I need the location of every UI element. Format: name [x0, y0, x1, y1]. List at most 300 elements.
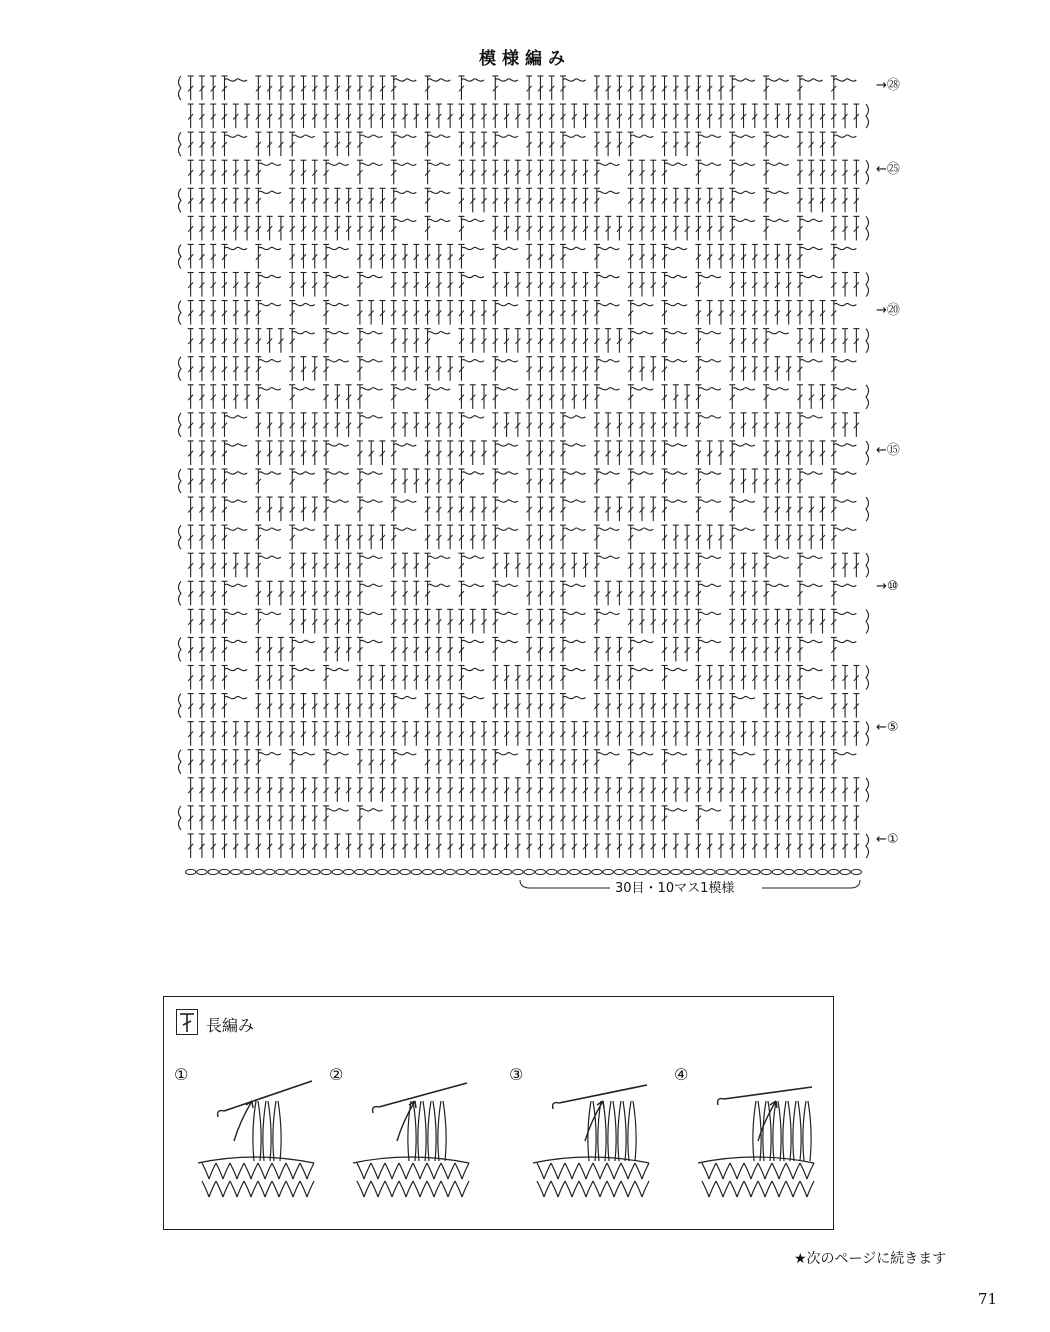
- double-crochet-stitch: [797, 834, 803, 858]
- chain-stitch: [834, 584, 857, 586]
- double-crochet-stitch: [650, 244, 656, 268]
- chain-stitch: [326, 360, 349, 362]
- double-crochet-stitch: [255, 497, 261, 521]
- double-crochet-stitch: [436, 637, 442, 661]
- double-crochet-stitch: [831, 834, 837, 858]
- double-crochet-stitch: [831, 329, 837, 353]
- foundation-chain-stitch: [659, 869, 669, 874]
- double-crochet-stitch: [289, 778, 295, 802]
- double-crochet-stitch: [526, 413, 532, 437]
- double-crochet-stitch: [831, 666, 837, 690]
- double-crochet-stitch: [537, 834, 543, 858]
- double-crochet-stitch: [244, 216, 250, 240]
- double-crochet-stitch: [300, 216, 306, 240]
- double-crochet-stitch: [786, 750, 792, 774]
- foundation-chain-stitch: [535, 869, 545, 874]
- chain-stitch: [800, 584, 823, 586]
- turning-chain: [179, 806, 182, 830]
- foundation-chain-stitch: [411, 869, 421, 874]
- double-crochet-stitch: [718, 722, 724, 746]
- double-crochet-stitch: [267, 581, 273, 605]
- double-crochet-stitch: [515, 104, 521, 128]
- double-crochet-stitch: [221, 385, 227, 409]
- double-crochet-stitch: [673, 76, 679, 100]
- double-crochet-stitch: [221, 160, 227, 184]
- double-crochet-stitch: [605, 413, 611, 437]
- double-crochet-stitch: [221, 188, 227, 212]
- double-crochet-stitch: [650, 806, 656, 830]
- double-crochet-stitch: [300, 413, 306, 437]
- double-crochet-stitch: [413, 778, 419, 802]
- double-crochet-stitch: [391, 553, 397, 577]
- double-crochet-stitch: [425, 666, 431, 690]
- double-crochet-stitch: [594, 104, 600, 128]
- chain-stitch: [631, 528, 654, 530]
- double-crochet-stitch: [255, 666, 261, 690]
- double-crochet-stitch: [707, 722, 713, 746]
- double-crochet-stitch: [300, 694, 306, 718]
- double-crochet-stitch: [616, 806, 622, 830]
- double-crochet-stitch: [560, 834, 566, 858]
- chain-stitch: [563, 696, 586, 698]
- chain-stitch: [597, 753, 620, 755]
- double-crochet-stitch: [741, 834, 747, 858]
- double-crochet-stitch: [526, 497, 532, 521]
- double-crochet-stitch: [820, 750, 826, 774]
- double-crochet-stitch: [808, 525, 814, 549]
- double-crochet-stitch: [808, 806, 814, 830]
- chain-stitch: [597, 528, 620, 530]
- double-crochet-stitch: [379, 834, 385, 858]
- chain-stitch: [597, 360, 620, 362]
- double-crochet-stitch: [368, 301, 374, 325]
- double-crochet-stitch: [639, 76, 645, 100]
- chain-stitch: [326, 247, 349, 249]
- double-crochet-stitch: [188, 834, 194, 858]
- chain-stitch: [428, 584, 451, 586]
- double-crochet-stitch: [210, 581, 216, 605]
- double-crochet-stitch: [210, 750, 216, 774]
- double-crochet-stitch: [831, 188, 837, 212]
- double-crochet-stitch: [571, 104, 577, 128]
- double-crochet-stitch: [763, 525, 769, 549]
- double-crochet-stitch: [188, 694, 194, 718]
- double-crochet-stitch: [244, 160, 250, 184]
- double-crochet-stitch: [729, 553, 735, 577]
- double-crochet-stitch: [413, 553, 419, 577]
- double-crochet-stitch: [300, 273, 306, 297]
- double-crochet-stitch: [526, 188, 532, 212]
- double-crochet-stitch: [820, 834, 826, 858]
- double-crochet-stitch: [425, 609, 431, 633]
- double-crochet-stitch: [537, 497, 543, 521]
- double-crochet-stitch: [289, 413, 295, 437]
- chain-stitch: [665, 500, 688, 502]
- double-crochet-stitch: [549, 104, 555, 128]
- turning-chain: [179, 301, 182, 325]
- double-crochet-stitch: [549, 329, 555, 353]
- foundation-chain-stitch: [772, 869, 782, 874]
- double-crochet-stitch: [842, 694, 848, 718]
- double-crochet-stitch: [673, 722, 679, 746]
- double-crochet-stitch: [210, 244, 216, 268]
- double-crochet-stitch: [470, 834, 476, 858]
- double-crochet-stitch: [842, 104, 848, 128]
- double-crochet-stitch: [684, 778, 690, 802]
- chain-stitch: [360, 584, 383, 586]
- double-crochet-stitch: [267, 497, 273, 521]
- double-crochet-stitch: [312, 553, 318, 577]
- double-crochet-stitch: [583, 750, 589, 774]
- double-crochet-stitch: [481, 301, 487, 325]
- foundation-chain-stitch: [456, 869, 466, 874]
- foundation-chain-stitch: [829, 869, 839, 874]
- double-crochet-stitch: [210, 216, 216, 240]
- double-crochet-stitch: [526, 750, 532, 774]
- double-crochet-stitch: [233, 750, 239, 774]
- chain-stitch: [834, 472, 857, 474]
- chart-row: [188, 609, 869, 633]
- chain-stitch: [732, 753, 755, 755]
- double-crochet-stitch: [188, 778, 194, 802]
- chart-row: [188, 441, 869, 465]
- chart-row: [179, 132, 857, 156]
- double-crochet-stitch: [312, 160, 318, 184]
- chain-stitch: [698, 556, 721, 558]
- double-crochet-stitch: [413, 301, 419, 325]
- chain-stitch: [461, 696, 484, 698]
- double-crochet-stitch: [650, 188, 656, 212]
- double-crochet-stitch: [628, 357, 634, 381]
- double-crochet-stitch: [684, 581, 690, 605]
- double-crochet-stitch: [741, 553, 747, 577]
- double-crochet-stitch: [707, 750, 713, 774]
- double-crochet-stitch: [312, 441, 318, 465]
- double-crochet-stitch: [549, 666, 555, 690]
- double-crochet-stitch: [515, 722, 521, 746]
- double-crochet-stitch: [639, 104, 645, 128]
- double-crochet-stitch: [413, 722, 419, 746]
- double-crochet-stitch: [662, 834, 668, 858]
- double-crochet-stitch: [549, 497, 555, 521]
- double-crochet-stitch: [729, 609, 735, 633]
- double-crochet-stitch: [391, 104, 397, 128]
- double-crochet-stitch: [357, 722, 363, 746]
- double-crochet-stitch: [199, 694, 205, 718]
- double-crochet-stitch: [346, 132, 352, 156]
- double-crochet-stitch: [797, 609, 803, 633]
- double-crochet-stitch: [402, 722, 408, 746]
- chart-row: [188, 273, 869, 297]
- double-crochet-stitch: [774, 441, 780, 465]
- double-crochet-stitch: [695, 722, 701, 746]
- double-crochet-stitch: [210, 609, 216, 633]
- double-crochet-stitch: [752, 637, 758, 661]
- double-crochet-stitch: [447, 413, 453, 437]
- double-crochet-stitch: [492, 722, 498, 746]
- chain-stitch: [563, 135, 586, 137]
- double-crochet-stitch: [233, 216, 239, 240]
- double-crochet-stitch: [650, 104, 656, 128]
- double-crochet-stitch: [729, 722, 735, 746]
- double-crochet-stitch: [605, 581, 611, 605]
- double-crochet-stitch: [820, 301, 826, 325]
- chain-stitch: [597, 472, 620, 474]
- chain-stitch: [258, 472, 281, 474]
- double-crochet-stitch: [323, 637, 329, 661]
- double-crochet-stitch: [323, 413, 329, 437]
- double-crochet-stitch: [199, 497, 205, 521]
- double-crochet-stitch: [605, 694, 611, 718]
- double-crochet-stitch: [425, 525, 431, 549]
- chain-stitch: [732, 219, 755, 221]
- chart-row: [188, 553, 869, 577]
- double-crochet-stitch: [481, 104, 487, 128]
- double-crochet-stitch: [357, 834, 363, 858]
- turning-chain: [866, 441, 869, 465]
- double-crochet-stitch: [346, 581, 352, 605]
- chain-stitch: [461, 247, 484, 249]
- double-crochet-stitch: [639, 413, 645, 437]
- double-crochet-stitch: [447, 778, 453, 802]
- double-crochet-stitch: [707, 834, 713, 858]
- double-crochet-stitch: [707, 76, 713, 100]
- double-crochet-stitch: [650, 441, 656, 465]
- double-crochet-stitch: [583, 722, 589, 746]
- double-crochet-stitch: [820, 609, 826, 633]
- double-crochet-stitch: [300, 76, 306, 100]
- double-crochet-stitch: [853, 722, 859, 746]
- chain-stitch: [258, 163, 281, 165]
- chain-stitch: [292, 303, 315, 305]
- chain-stitch: [428, 79, 451, 81]
- step-number: ④: [674, 1065, 689, 1084]
- chain-stitch: [394, 79, 417, 81]
- double-crochet-stitch: [346, 525, 352, 549]
- chain-stitch: [665, 163, 688, 165]
- double-crochet-stitch: [436, 357, 442, 381]
- double-crochet-stitch: [278, 581, 284, 605]
- double-crochet-stitch: [695, 525, 701, 549]
- double-crochet-stitch: [346, 722, 352, 746]
- chain-stitch: [258, 303, 281, 305]
- double-crochet-stitch: [402, 244, 408, 268]
- double-crochet-stitch: [278, 441, 284, 465]
- foundation-chain-stitch: [186, 869, 196, 874]
- chain-stitch: [834, 79, 857, 81]
- double-crochet-stitch: [526, 104, 532, 128]
- chain-stitch: [360, 331, 383, 333]
- double-crochet-stitch: [752, 806, 758, 830]
- double-crochet-stitch: [820, 385, 826, 409]
- chain-stitch: [292, 331, 315, 333]
- double-crochet-stitch: [639, 160, 645, 184]
- double-crochet-stitch: [481, 441, 487, 465]
- double-crochet-stitch: [549, 553, 555, 577]
- double-crochet-stitch: [470, 301, 476, 325]
- double-crochet-stitch: [763, 301, 769, 325]
- double-crochet-stitch: [537, 694, 543, 718]
- double-crochet-stitch: [425, 357, 431, 381]
- double-crochet-stitch: [210, 188, 216, 212]
- double-crochet-stitch: [379, 104, 385, 128]
- double-crochet-stitch: [526, 834, 532, 858]
- chain-stitch: [563, 584, 586, 586]
- foundation-chain-stitch: [840, 869, 850, 874]
- double-crochet-stitch: [729, 834, 735, 858]
- double-crochet-stitch: [312, 244, 318, 268]
- double-crochet-stitch: [244, 104, 250, 128]
- double-crochet-stitch: [391, 244, 397, 268]
- step-4: [674, 1065, 824, 1211]
- double-crochet-stitch: [752, 469, 758, 493]
- double-crochet-stitch: [684, 525, 690, 549]
- double-crochet-stitch: [583, 553, 589, 577]
- double-crochet-stitch: [639, 722, 645, 746]
- double-crochet-stitch: [605, 497, 611, 521]
- double-crochet-stitch: [199, 132, 205, 156]
- double-crochet-stitch: [808, 778, 814, 802]
- double-crochet-stitch: [549, 722, 555, 746]
- double-crochet-stitch: [571, 806, 577, 830]
- double-crochet-stitch: [763, 637, 769, 661]
- double-crochet-stitch: [820, 778, 826, 802]
- double-crochet-stitch: [425, 778, 431, 802]
- chain-stitch: [360, 388, 383, 390]
- double-crochet-stitch: [379, 216, 385, 240]
- double-crochet-stitch: [447, 637, 453, 661]
- double-crochet-stitch: [492, 553, 498, 577]
- double-crochet-stitch: [707, 525, 713, 549]
- double-crochet-stitch: [820, 329, 826, 353]
- double-crochet-stitch: [447, 694, 453, 718]
- double-crochet-stitch: [413, 834, 419, 858]
- chain-stitch: [258, 753, 281, 755]
- double-crochet-stitch: [323, 132, 329, 156]
- double-crochet-stitch: [695, 441, 701, 465]
- double-crochet-stitch: [300, 441, 306, 465]
- double-crochet-stitch: [673, 385, 679, 409]
- double-crochet-stitch: [786, 722, 792, 746]
- double-crochet-stitch: [492, 694, 498, 718]
- chart-row: [179, 413, 860, 437]
- double-crochet-stitch: [515, 553, 521, 577]
- double-crochet-stitch: [763, 441, 769, 465]
- double-crochet-stitch: [650, 160, 656, 184]
- double-crochet-stitch: [481, 806, 487, 830]
- double-crochet-stitch: [628, 778, 634, 802]
- double-crochet-stitch: [278, 104, 284, 128]
- chain-stitch: [563, 528, 586, 530]
- double-crochet-stitch: [707, 694, 713, 718]
- chain-stitch: [563, 640, 586, 642]
- double-crochet-stitch: [662, 385, 668, 409]
- double-crochet-stitch: [425, 441, 431, 465]
- row-label: →⑩: [876, 579, 899, 595]
- double-crochet-stitch: [684, 637, 690, 661]
- double-crochet-stitch: [346, 609, 352, 633]
- double-crochet-stitch: [853, 273, 859, 297]
- double-crochet-stitch: [447, 441, 453, 465]
- chain-stitch: [631, 640, 654, 642]
- double-crochet-stitch: [458, 750, 464, 774]
- chain-stitch: [326, 500, 349, 502]
- turning-chain: [866, 329, 869, 353]
- chart-row: [188, 778, 869, 802]
- double-crochet-stitch: [763, 357, 769, 381]
- foundation-chain-stitch: [580, 869, 590, 874]
- double-crochet-stitch: [413, 609, 419, 633]
- double-crochet-stitch: [188, 244, 194, 268]
- double-crochet-stitch: [300, 160, 306, 184]
- double-crochet-stitch: [492, 806, 498, 830]
- double-crochet-stitch: [188, 273, 194, 297]
- chain-stitch: [428, 556, 451, 558]
- double-crochet-stitch: [402, 581, 408, 605]
- double-crochet-stitch: [673, 609, 679, 633]
- double-crochet-stitch: [481, 188, 487, 212]
- chain-stitch: [698, 640, 721, 642]
- double-crochet-stitch: [831, 104, 837, 128]
- chain-stitch: [563, 472, 586, 474]
- double-crochet-stitch: [391, 637, 397, 661]
- double-crochet-stitch: [233, 329, 239, 353]
- chart-row: [188, 722, 869, 746]
- double-crochet-stitch: [786, 497, 792, 521]
- turning-chain: [179, 638, 182, 662]
- double-crochet-stitch: [797, 525, 803, 549]
- double-crochet-stitch: [605, 329, 611, 353]
- chain-stitch: [698, 416, 721, 418]
- double-crochet-stitch: [537, 188, 543, 212]
- foundation-chain-stitch: [524, 869, 534, 874]
- double-crochet-stitch: [504, 188, 510, 212]
- double-crochet-stitch: [718, 104, 724, 128]
- double-crochet-stitch: [583, 834, 589, 858]
- double-crochet-stitch: [684, 553, 690, 577]
- double-crochet-stitch: [537, 778, 543, 802]
- double-crochet-stitch: [695, 76, 701, 100]
- double-crochet-stitch: [278, 694, 284, 718]
- double-crochet-stitch: [639, 581, 645, 605]
- chain-stitch: [698, 612, 721, 614]
- chain-stitch: [732, 191, 755, 193]
- repeat-label: 30目・10マス1模様: [615, 881, 735, 896]
- double-crochet-stitch: [853, 188, 859, 212]
- double-crochet-stitch: [210, 666, 216, 690]
- double-crochet-stitch: [853, 216, 859, 240]
- double-crochet-stitch: [695, 694, 701, 718]
- double-crochet-stitch: [786, 609, 792, 633]
- double-crochet-stitch: [560, 385, 566, 409]
- double-crochet-stitch: [650, 357, 656, 381]
- foundation-chain-stitch: [422, 869, 432, 874]
- double-crochet-stitch: [267, 216, 273, 240]
- double-crochet-stitch: [368, 216, 374, 240]
- double-crochet-stitch: [820, 525, 826, 549]
- double-crochet-stitch: [853, 104, 859, 128]
- double-crochet-stitch: [300, 806, 306, 830]
- double-crochet-stitch: [425, 497, 431, 521]
- double-crochet-stitch: [774, 301, 780, 325]
- double-crochet-stitch: [718, 525, 724, 549]
- chain-stitch: [224, 500, 247, 502]
- turning-chain: [179, 413, 182, 437]
- double-crochet-stitch: [402, 357, 408, 381]
- double-crochet-stitch: [537, 301, 543, 325]
- double-crochet-stitch: [402, 834, 408, 858]
- chain-stitch: [258, 275, 281, 277]
